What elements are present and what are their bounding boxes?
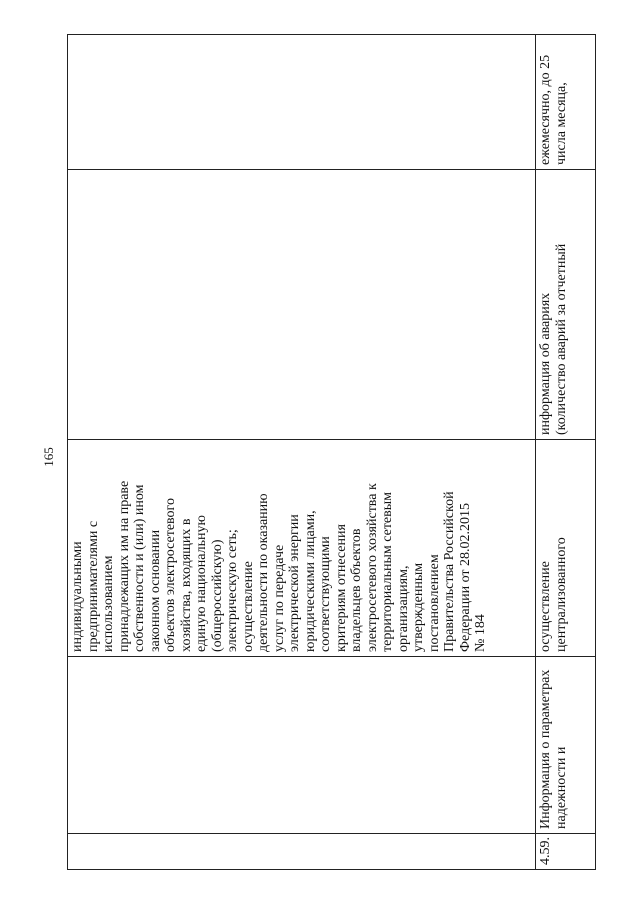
table-row bbox=[68, 35, 536, 870]
table-cell-activity: осуществление централизованного bbox=[536, 440, 596, 657]
table-cell-parameter: Информация о параметрах надежности и bbox=[536, 657, 596, 834]
table-cell-activity: индивидуальными предпринимателями с использованием принадлежащих им на праве собственности и (или) ином законном основании объектов электросетевого хозяйства, входящих в единую национальную (общероссийскую) электрическую сеть; осуществление деятельности по оказанию услуг по передаче электрической энергии юридическими лицами, соответствующими критериям отнесения владельцев объектов электросетевого хозяйства к территориальным сетевым организациям, утвержденным постановлением Правительства Российской Федерации от 28.02.2015 № 184 bbox=[68, 440, 536, 657]
table-cell-number bbox=[68, 834, 536, 870]
data-table bbox=[67, 34, 596, 870]
table-row bbox=[536, 35, 596, 870]
page-number: 165 bbox=[41, 447, 56, 467]
table-cell-info bbox=[68, 170, 536, 440]
rotated-table-wrapper bbox=[67, 35, 595, 870]
table-cell-parameter bbox=[68, 657, 536, 834]
table-cell-period: ежемесячно, до 25 числа месяца, bbox=[536, 35, 596, 170]
table-cell-number: 4.59. bbox=[536, 834, 596, 870]
table-cell-info: информация об авариях (количество аварий за отчетный bbox=[536, 170, 596, 440]
table-cell-period bbox=[68, 35, 536, 170]
